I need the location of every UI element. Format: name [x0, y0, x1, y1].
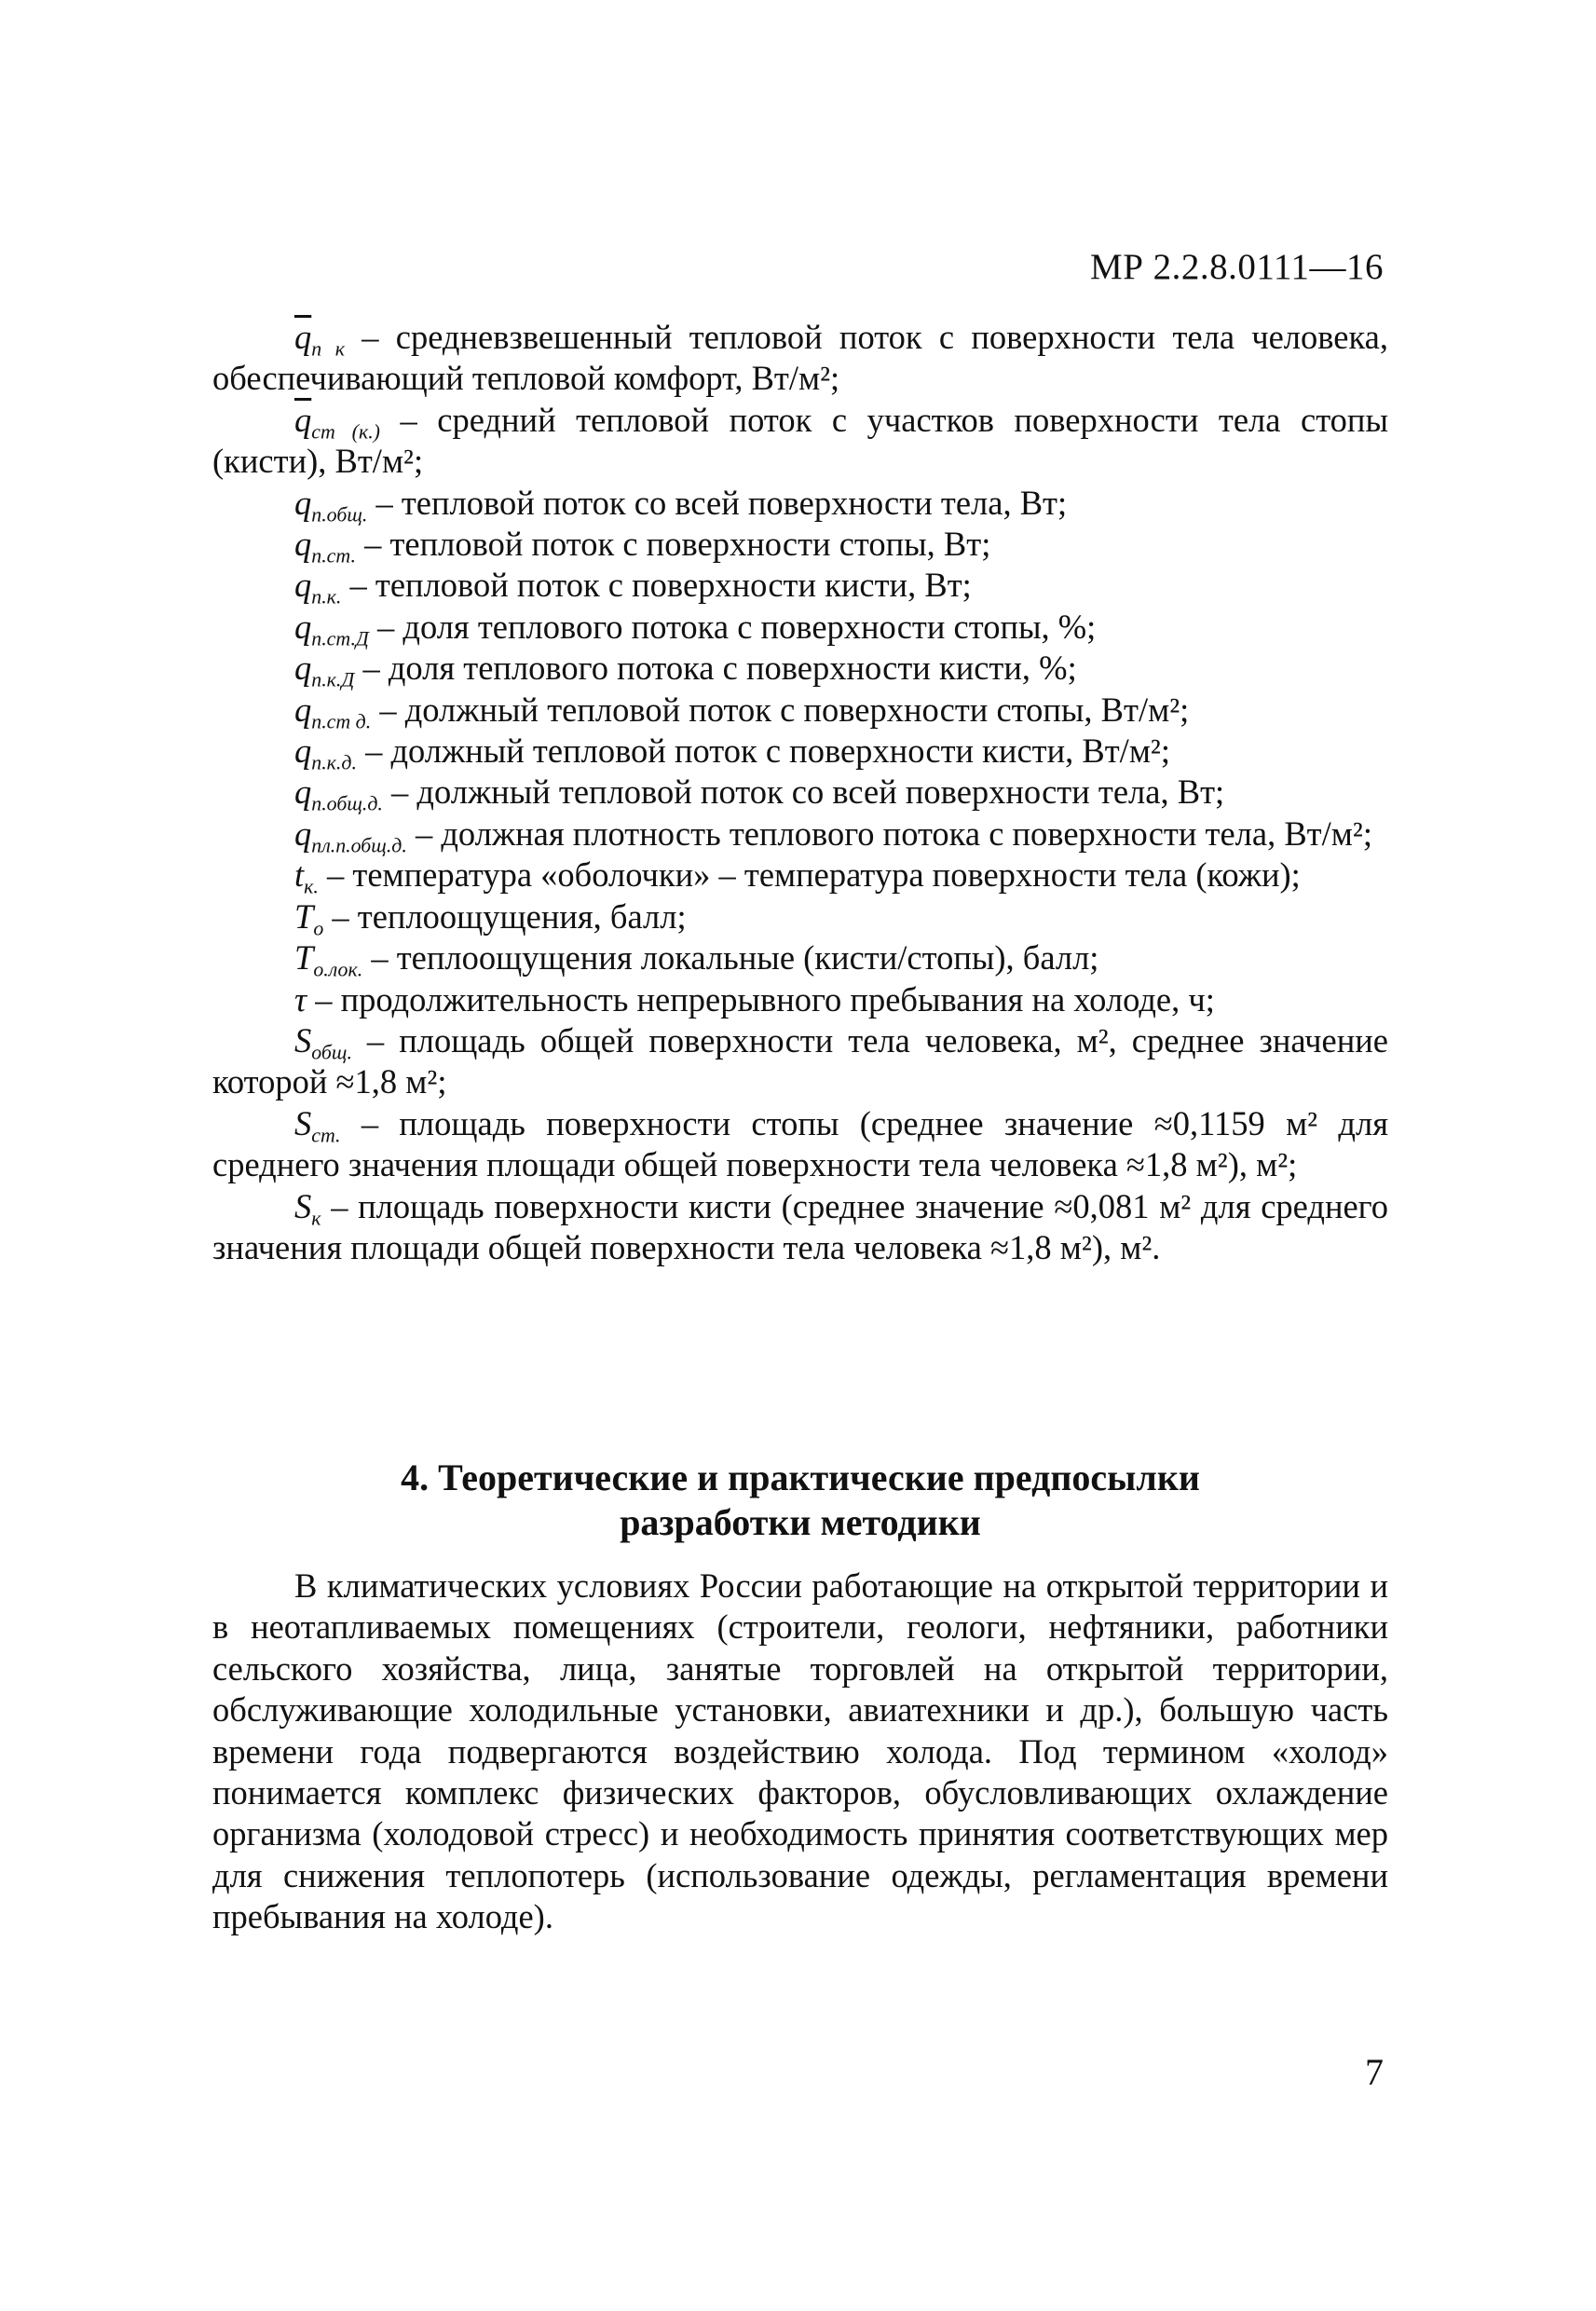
- document-code: МР 2.2.8.0111—16: [1090, 247, 1384, 287]
- definition-item: [212, 400, 1388, 483]
- definition-text: – должная плотность теплового потока с поверхности тела, Вт/м²;: [406, 814, 1372, 853]
- definition-symbol: [294, 690, 372, 733]
- symbol-subscript: п.ст.: [311, 543, 356, 567]
- symbol-subscript: п.к.: [311, 585, 342, 609]
- definition-text: – тепловой поток с поверхности стопы, Вт;: [355, 525, 991, 564]
- definition-item: [212, 772, 1388, 816]
- definition-item: [212, 1020, 1388, 1103]
- symbol-base: τ: [294, 979, 307, 1019]
- definition-text: – теплоощущения локальные (кисти/стопы), балл;: [362, 938, 1099, 978]
- definition-symbol: [294, 400, 380, 444]
- symbol-subscript: п.к.д.: [311, 750, 357, 774]
- symbol-subscript: ст.: [311, 1123, 341, 1147]
- symbol-subscript: п.общ.: [311, 502, 368, 526]
- definition-symbol: [294, 980, 307, 1019]
- definition-symbol: [294, 896, 324, 940]
- section-heading-line-2: разработки методики: [620, 1501, 981, 1543]
- definition-symbol: [294, 773, 383, 816]
- symbol-base: q: [294, 773, 312, 812]
- symbol-subscript: п к: [311, 336, 346, 361]
- definition-item: [212, 317, 1388, 400]
- definition-symbol: [294, 814, 407, 857]
- definition-text: – тепловой поток с поверхности кисти, Вт;: [341, 566, 972, 605]
- definition-symbol: [294, 1103, 341, 1147]
- definition-symbol: [294, 1020, 352, 1064]
- symbol-base: S: [294, 1020, 312, 1060]
- definition-item: [212, 607, 1388, 648]
- definition-text: – должный тепловой поток с поверхности кисти, Вт/м²;: [356, 732, 1170, 771]
- symbol-base: q: [294, 607, 312, 646]
- definition-symbol: [294, 483, 368, 526]
- symbol-subscript: п.ст д.: [311, 709, 372, 733]
- definition-symbol: [294, 732, 357, 774]
- page-number: 7: [1365, 2051, 1384, 2093]
- definition-item: [212, 565, 1388, 609]
- symbol-base: q: [294, 814, 312, 853]
- definition-symbol: [294, 855, 319, 898]
- definition-item: [212, 524, 1388, 565]
- definition-text: – площадь общей поверхности тела человека, м², среднее значение которой ≈1,8 м²;: [212, 1020, 1388, 1101]
- symbol-subscript: к.: [304, 874, 319, 898]
- definition-text: – должный тепловой поток со всей поверхности тела, Вт;: [382, 773, 1225, 812]
- definition-item: [212, 814, 1388, 855]
- symbol-base: t: [294, 855, 305, 895]
- section-heading-line-1: 4. Теоретические и практические предпосылки: [401, 1456, 1200, 1498]
- definition-text: – продолжительность непрерывного пребывания на холоде, ч;: [307, 979, 1215, 1019]
- symbol-subscript: ст (к.): [311, 419, 380, 444]
- definition-item: [212, 731, 1388, 772]
- definition-symbol: [294, 1186, 321, 1230]
- section-paragraph: В климатических условиях России работающие на открытой территории и в неотапливаемых помещениях (строители, геологи, нефтяники, работники сельского хозяйства, лица, занятые торговлей на открытой территории, обслуживающие холодильные установки, авиатехники и др.), большую часть времени года подвергаются воздействию холода. Под термином «холод» понимается комплекс физических факторов, обусловливающих охлаждение организма (холодовой стресс) и необходимость принятия соответствующих мер для снижения теплопотерь (использование одежды, регламентация времени пребывания на холоде).: [212, 1566, 1388, 1936]
- symbol-base: q: [294, 566, 312, 605]
- definition-item: [212, 1103, 1388, 1186]
- definition-text: – температура «оболочки» – температура поверхности тела (кожи);: [318, 855, 1301, 895]
- definition-text: – средний тепловой поток с участков поверхности тела стопы (кисти), Вт/м²;: [212, 400, 1388, 481]
- symbol-base: q: [294, 690, 312, 729]
- symbol-base: T: [294, 938, 314, 978]
- symbol-subscript: общ.: [311, 1040, 352, 1064]
- symbol-subscript: п.общ.д.: [311, 792, 383, 816]
- symbol-base: T: [294, 896, 314, 936]
- symbol-base: $\overline{q}$: [294, 400, 312, 439]
- definition-symbol: [294, 607, 369, 650]
- symbol-base: q: [294, 649, 312, 688]
- symbol-base: q: [294, 525, 312, 564]
- definition-symbol: [294, 938, 363, 981]
- symbol-base: $\overline{q}$: [294, 318, 312, 356]
- symbol-subscript: о: [313, 916, 324, 940]
- symbol-subscript: п.к.Д: [311, 667, 355, 691]
- definition-item: [212, 648, 1388, 689]
- definition-text: – средневзвешенный тепловой поток с поверхности тела человека, обеспечивающий тепловой комфорт, Вт/м²;: [212, 318, 1388, 398]
- definition-text: – площадь поверхности кисти (среднее значение ≈0,081 м² для среднего значения площади общей поверхности тела человека ≈1,8 м²), м².: [212, 1186, 1388, 1266]
- definition-item: [212, 855, 1388, 896]
- definition-item: [212, 896, 1388, 940]
- definition-symbol: [294, 566, 342, 609]
- definition-symbol: [294, 649, 355, 691]
- definition-item: [212, 483, 1388, 524]
- symbol-base: q: [294, 732, 312, 771]
- definition-item: [212, 690, 1388, 731]
- definition-item: [212, 937, 1388, 981]
- symbol-definitions-list: [212, 317, 1388, 1268]
- definition-text: – тепловой поток со всей поверхности тела, Вт;: [367, 483, 1068, 522]
- definition-item: [212, 1186, 1388, 1269]
- symbol-subscript: к: [311, 1206, 321, 1230]
- symbol-base: S: [294, 1103, 312, 1142]
- definition-text: – площадь поверхности стопы (среднее значение ≈0,1159 м² для среднего значения площади общей поверхности тела человека ≈1,8 м²), м²;: [212, 1103, 1388, 1184]
- definition-text: – теплоощущения, балл;: [323, 896, 687, 936]
- section-heading: [212, 1456, 1388, 1545]
- definition-text: – должный тепловой поток с поверхности стопы, Вт/м²;: [371, 690, 1190, 729]
- symbol-subscript: о.лок.: [313, 957, 363, 981]
- symbol-base: S: [294, 1186, 312, 1225]
- definition-text: – доля теплового потока с поверхности кисти, %;: [354, 649, 1077, 688]
- symbol-base: q: [294, 483, 312, 522]
- definition-text: – доля теплового потока с поверхности стопы, %;: [368, 607, 1097, 646]
- definition-item: [212, 979, 1388, 1020]
- symbol-subscript: п.ст.Д: [311, 626, 369, 650]
- definition-symbol: [294, 525, 356, 567]
- definition-symbol: [294, 318, 346, 361]
- symbol-subscript: пл.п.общ.д.: [311, 833, 407, 857]
